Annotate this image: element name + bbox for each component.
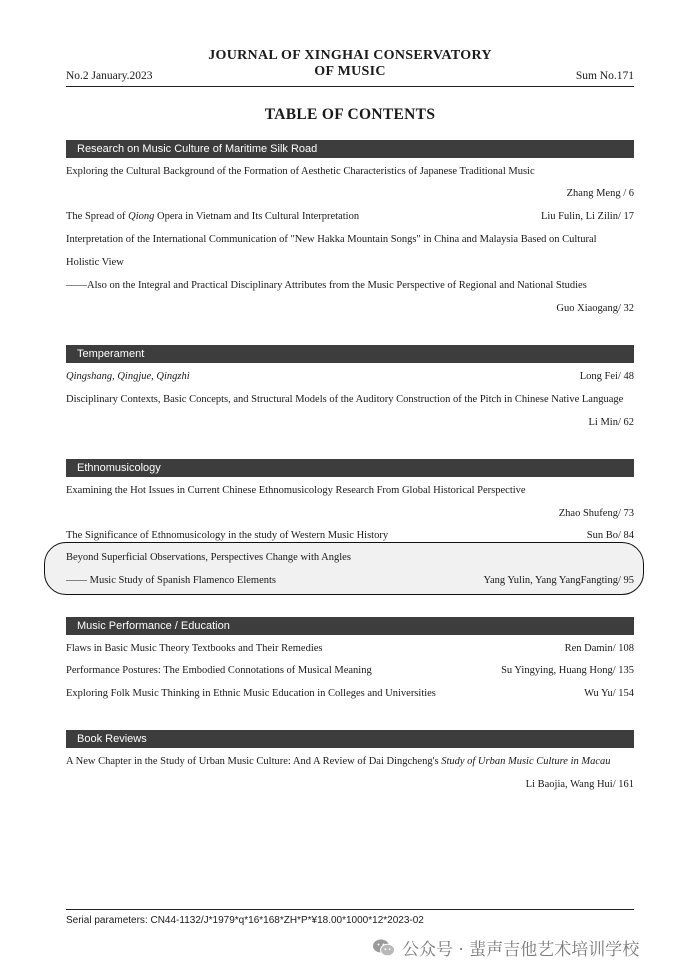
article-subtitle: ——Also on the Integral and Practical Disciplinary Attributes from the Music Perspective of Regional and National Studies — [66, 280, 587, 291]
article-title-continued: Holistic View — [66, 257, 124, 268]
wechat-icon — [372, 938, 396, 958]
article-title: Disciplinary Contexts, Basic Concepts, and Structural Models of the Auditory Construction of the Pitch in Chinese Native Language — [66, 394, 624, 405]
section-header-temperament: Temperament — [66, 345, 634, 363]
watermark — [372, 935, 639, 960]
sum-number: Sum No.171 — [575, 70, 634, 82]
watermark-text: 公众号 · 蜚声吉他艺术培训学校 — [402, 940, 640, 960]
article-author: Zhao Shufeng/ 73 — [558, 508, 634, 519]
section-header-book-reviews: Book Reviews — [66, 730, 634, 748]
article-author: Ren Damin/ 108 — [564, 643, 634, 654]
article-title: Flaws in Basic Music Theory Textbooks and Their Remedies — [66, 643, 323, 654]
section-header-performance-education: Music Performance / Education — [66, 617, 634, 635]
journal-title: JOURNAL OF XINGHAI CONSERVATORY OF MUSIC — [208, 48, 492, 79]
header-divider — [66, 86, 634, 87]
article-title: Exploring Folk Music Thinking in Ethnic Music Education in Colleges and Universities — [66, 688, 436, 699]
article-author-highlighted: Yang Yulin, Yang YangFangting/ 95 — [483, 575, 634, 586]
article-title: Examining the Hot Issues in Current Chinese Ethnomusicology Research From Global Historical Perspective — [66, 485, 526, 496]
toc-title: TABLE OF CONTENTS — [264, 106, 436, 123]
article-author: Su Yingying, Huang Hong/ 135 — [501, 665, 634, 676]
article-title: Performance Postures: The Embodied Connotations of Musical Meaning — [66, 665, 372, 676]
issue-number: No.2 January.2023 — [66, 70, 153, 82]
article-author: Wu Yu/ 154 — [584, 688, 634, 699]
article-title: Exploring the Cultural Background of the Formation of Aesthetic Characteristics of Japanese Traditional Music — [66, 166, 535, 177]
article-title: Qingshang, Qingjue, Qingzhi — [66, 371, 190, 382]
article-title: Interpretation of the International Communication of "New Hakka Mountain Songs" in China and Malaysia Based on Cultural — [66, 234, 597, 245]
article-author: Zhang Meng / 6 — [566, 188, 634, 199]
section-header-ethnomusicology: Ethnomusicology — [66, 459, 634, 477]
article-title: The Significance of Ethnomusicology in the study of Western Music History — [66, 530, 389, 541]
article-author: Liu Fulin, Li Zilin/ 17 — [540, 211, 634, 222]
article-title: The Spread of Qiong Opera in Vietnam and Its Cultural Interpretation — [66, 211, 360, 222]
article-author: Long Fei/ 48 — [579, 371, 634, 382]
article-subtitle-highlighted: —— Music Study of Spanish Flamenco Elements — [66, 575, 276, 586]
article-title: A New Chapter in the Study of Urban Music Culture: And A Review of Dai Dingcheng's Study of Urban Music Culture in Macau — [66, 756, 611, 767]
article-author: Li Min/ 62 — [588, 417, 634, 428]
serial-parameters: Serial parameters: CN44-1132/J*1979*q*16*168*ZH*P*¥18.00*1000*12*2023-02 — [66, 915, 424, 926]
article-author: Guo Xiaogang/ 32 — [556, 303, 634, 314]
article-title-highlighted: Beyond Superficial Observations, Perspectives Change with Angles — [66, 552, 351, 563]
footer-divider — [66, 909, 634, 910]
article-author: Sun Bo/ 84 — [586, 530, 634, 541]
article-author: Li Baojia, Wang Hui/ 161 — [525, 779, 634, 790]
section-header-maritime-silk-road: Research on Music Culture of Maritime Silk Road — [66, 140, 634, 158]
